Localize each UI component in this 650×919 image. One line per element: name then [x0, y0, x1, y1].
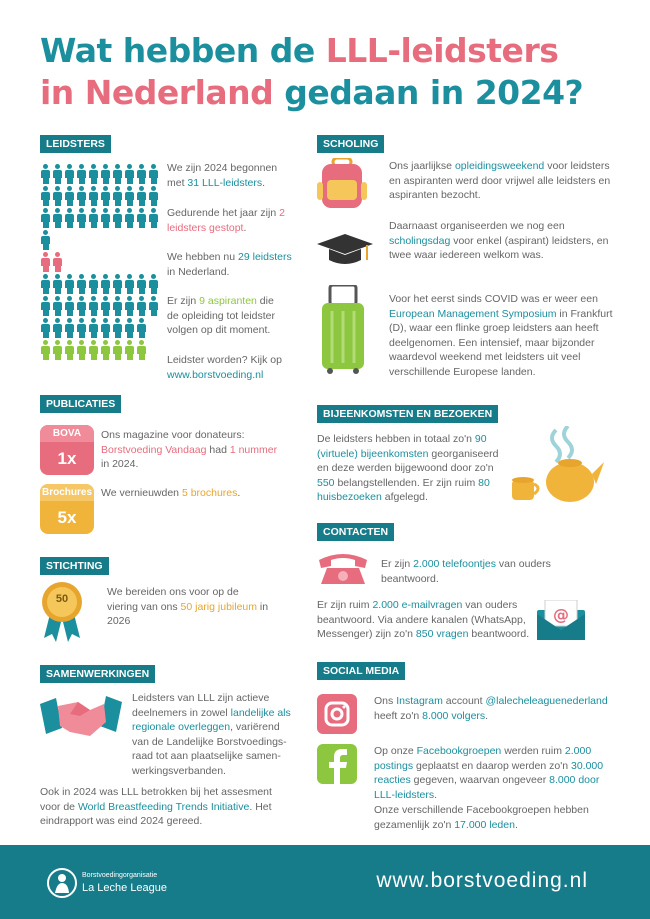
person-icon [64, 186, 75, 206]
person-icon [136, 340, 147, 360]
teapot-icon [512, 426, 604, 506]
samenwerkingen-text-1: Leidsters van LLL zijn actieve deelnemers in zowel landelijke als regionale overleggen, variërend van de Landelijke Borstvoedings-raad tot aan plaatselijke samen-werkingsverbanden. [132, 692, 291, 777]
person-icon [100, 274, 111, 294]
person-icon [40, 252, 51, 272]
person-icon [148, 296, 159, 316]
person-icon [112, 186, 123, 206]
person-icon [40, 164, 51, 184]
person-icon [88, 164, 99, 184]
backpack-icon [317, 158, 367, 210]
scholing-text-3: Voor het eerst sinds COVID was er weer een European Management Symposium in Frankfurt (D), waar een flinke groep leidsters aan heeft deelgenomen. Een intensief, maar bijzonder waardevol weekend met leidsters uit veel verschillende Europese landen. [389, 293, 613, 378]
person-icon [88, 186, 99, 206]
person-icon [124, 296, 135, 316]
org-line-1: Borstvoedingorganisatie [82, 872, 158, 879]
svg-text:@: @ [553, 605, 569, 624]
person-icon [52, 208, 63, 228]
people-row [40, 230, 51, 250]
person-icon [112, 164, 123, 184]
org-line-2: La Leche League [82, 882, 168, 894]
person-icon [100, 164, 111, 184]
person-icon [52, 252, 63, 272]
person-icon [64, 340, 75, 360]
scholing-text-2: Daarnaast organiseerden we nog een scholingsdag voor enkel (aspirant) leidsters, en twee waar iedereen welkom was. [389, 220, 609, 261]
person-icon [40, 318, 51, 338]
person-icon [124, 186, 135, 206]
people-row [40, 274, 159, 294]
person-icon [76, 164, 87, 184]
section-heading-stichting: STICHTING [40, 557, 109, 575]
section-heading-samenwerkingen: SAMENWERKINGEN [40, 665, 155, 683]
medal-label: 50 [55, 593, 69, 605]
bijeenkomsten-text: De leidsters hebben in totaal zo'n 90 (virtuele) bijeenkomsten georganiseerd en deze werden bijgewoond door zo'n 550 belangstellenden. Er zijn ruim 80 huisbezoeken afgelegd. [317, 433, 499, 503]
person-icon [148, 208, 159, 228]
section-heading-scholing: SCHOLING [317, 135, 384, 153]
leidsters-start-text: We zijn 2024 begonnen met 31 LLL-leidsters. [167, 162, 278, 189]
person-icon [136, 296, 147, 316]
person-icon [64, 164, 75, 184]
people-row [40, 252, 63, 272]
contacten-email-text: Er zijn ruim 2.000 e-mailvragen van ouders beantwoord. Via andere kanalen (WhatsApp, Messenger) zijn zo'n 850 vragen beantwoord. [317, 599, 530, 640]
section-heading-leidsters: LEIDSTERS [40, 135, 111, 153]
person-icon [52, 318, 63, 338]
instagram-text: Ons Instagram account @lalecheleaguenederland heeft zo'n 8.000 volgers. [374, 695, 608, 722]
samenwerkingen-text-2: Ook in 2024 was LLL betrokken bij het assesment voor de World Breastfeeding Trends Initiative. Het eindrapport was eind 2024 gereed. [40, 786, 272, 827]
stichting-text: We bereiden ons voor op de viering van ons 50 jarig jubileum in 2026 [107, 586, 269, 627]
section-heading-publicaties: PUBLICATIES [40, 395, 121, 413]
leidsters-stopped-text: Gedurende het jaar zijn 2 leidsters gestopt. [167, 207, 285, 234]
section-heading-contacten: CONTACTEN [317, 523, 394, 541]
person-icon [76, 318, 87, 338]
telephone-icon [317, 550, 369, 586]
person-icon [64, 318, 75, 338]
suitcase-icon [322, 285, 364, 375]
person-icon [136, 318, 147, 338]
contacten-phone-text: Er zijn 2.000 telefoontjes van ouders beantwoord. [381, 558, 551, 585]
person-icon [76, 274, 87, 294]
person-icon [136, 274, 147, 294]
person-icon [136, 164, 147, 184]
person-icon [76, 340, 87, 360]
borstvoeding-link[interactable]: www.borstvoeding.nl [167, 368, 264, 381]
people-row [40, 318, 147, 338]
person-icon [76, 296, 87, 316]
leidsters-aspiranten-text: Er zijn 9 aspiranten die de opleiding tot leidster volgen op dit moment. [167, 295, 275, 336]
person-icon [52, 296, 63, 316]
people-row [40, 340, 147, 360]
person-icon [88, 208, 99, 228]
person-icon [124, 274, 135, 294]
people-row [40, 296, 159, 316]
graduation-cap-icon [317, 232, 373, 268]
person-icon [64, 274, 75, 294]
person-icon [112, 208, 123, 228]
person-icon [40, 208, 51, 228]
leidsters-join-text: Leidster worden? Kijk op www.borstvoeding.nl [167, 354, 282, 381]
person-icon [64, 208, 75, 228]
people-row [40, 186, 159, 206]
person-icon [52, 186, 63, 206]
person-icon [148, 274, 159, 294]
person-icon [88, 340, 99, 360]
person-icon [148, 186, 159, 206]
scholing-text-1: Ons jaarlijkse opleidingsweekend voor leidsters en aspiranten werd door vrijwel alle leidsters en aspiranten bezocht. [389, 160, 611, 201]
bova-text: Ons magazine voor donateurs: Borstvoeding Vandaag had 1 nummer in 2024. [101, 429, 278, 470]
person-icon [148, 164, 159, 184]
section-heading-social: SOCIAL MEDIA [317, 662, 405, 680]
person-icon [76, 186, 87, 206]
people-row [40, 208, 159, 228]
medal-icon [40, 580, 84, 642]
person-icon [136, 208, 147, 228]
person-icon [76, 208, 87, 228]
page-title: Wat hebben de LLL-leidsters in Nederland gedaan in 2024? [40, 31, 584, 112]
person-icon [88, 296, 99, 316]
person-icon [112, 296, 123, 316]
instagram-icon [317, 694, 357, 734]
handshake-icon [40, 692, 122, 742]
facebook-icon [317, 744, 357, 784]
facebook-groups-text: Onze verschillende Facebookgroepen hebben gezamenlijk zo'n 17.000 leden. [374, 804, 589, 831]
person-icon [100, 208, 111, 228]
person-icon [112, 318, 123, 338]
section-heading-bijeenkomsten: BIJEENKOMSTEN EN BEZOEKEN [317, 405, 498, 423]
person-icon [52, 340, 63, 360]
person-icon [100, 186, 111, 206]
person-icon [112, 340, 123, 360]
footer [0, 845, 650, 919]
leidsters-current-text: We hebben nu 29 leidsters in Nederland. [167, 251, 292, 278]
facebook-text: Op onze Facebookgroepen werden ruim 2.000 postings geplaatst en daarop werden zo'n 30.000 reacties gegeven, waarvan ongeveer 8.000 door LLL-leidsters. [374, 745, 604, 801]
brochures-text: We vernieuwden 5 brochures. [101, 487, 241, 499]
person-icon [88, 318, 99, 338]
person-icon [40, 186, 51, 206]
brochures-badge: Brochures 5x [40, 484, 94, 534]
person-icon [52, 274, 63, 294]
footer-url-link[interactable]: www.borstvoeding.nl [376, 869, 588, 892]
person-icon [124, 164, 135, 184]
person-icon [64, 296, 75, 316]
person-icon [40, 340, 51, 360]
person-icon [124, 208, 135, 228]
person-icon [100, 340, 111, 360]
person-icon [40, 296, 51, 316]
person-icon [40, 274, 51, 294]
bova-badge: BOVA 1x [40, 425, 94, 475]
person-icon [124, 340, 135, 360]
email-envelope-icon [537, 600, 585, 640]
person-icon [112, 274, 123, 294]
person-icon [100, 318, 111, 338]
person-icon [88, 274, 99, 294]
person-icon [136, 186, 147, 206]
person-icon [40, 230, 51, 250]
person-icon [124, 318, 135, 338]
person-icon [52, 164, 63, 184]
people-row [40, 164, 159, 184]
lll-logo-icon [47, 867, 77, 899]
person-icon [100, 296, 111, 316]
